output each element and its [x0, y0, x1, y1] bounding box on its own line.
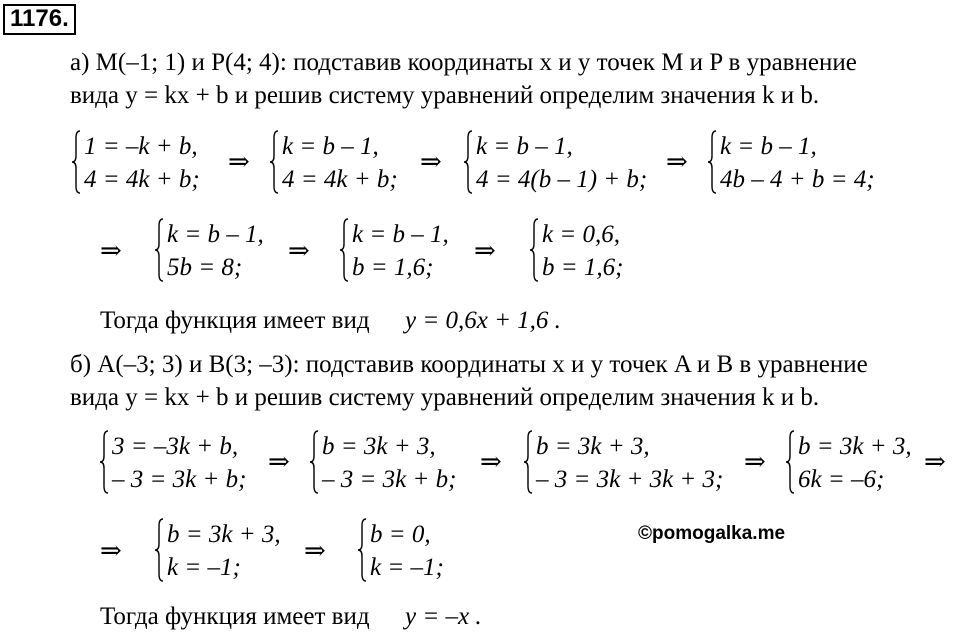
implies-arrow: ⇒ — [480, 447, 502, 477]
system-line: k = b – 1, — [720, 133, 817, 160]
system-line: b = 3k + 3, — [536, 433, 650, 460]
brace-icon — [786, 430, 795, 494]
system-b3 — [524, 430, 734, 496]
implies-arrow: ⇒ — [100, 236, 122, 266]
part-b-conclusion-text: Тогда функция имеет вид — [100, 603, 370, 630]
system-line: k = b – 1, — [167, 221, 264, 248]
system-line: k = b – 1, — [282, 133, 379, 160]
brace-icon — [310, 430, 319, 494]
system-line: – 3 = 3k + b; — [322, 466, 457, 493]
part-b-statement-line2: вида y = kx + b и решив систему уравнений определим значения k и b. — [70, 384, 820, 411]
system-line: b = 1,6; — [352, 254, 434, 281]
implies-arrow: ⇒ — [304, 536, 326, 566]
system-line: 5b = 8; — [167, 254, 243, 281]
system-a7 — [530, 218, 650, 284]
brace-icon — [524, 430, 533, 494]
implies-arrow: ⇒ — [420, 147, 442, 177]
system-line: k = b – 1, — [476, 133, 573, 160]
system-line: k = –1; — [167, 554, 241, 581]
system-line: b = 3k + 3, — [322, 433, 436, 460]
brace-icon — [530, 218, 539, 282]
brace-icon — [708, 130, 717, 194]
brace-icon — [464, 130, 473, 194]
part-a-statement-line1: а) M(–1; 1) и P(4; 4): подставив координаты x и y точек M и P в уравнение — [70, 49, 857, 76]
brace-icon — [155, 518, 164, 582]
implies-arrow: ⇒ — [100, 536, 122, 566]
system-line: – 3 = 3k + 3k + 3; — [536, 466, 724, 493]
system-a2 — [270, 130, 420, 196]
implies-arrow: ⇒ — [666, 147, 688, 177]
system-line: k = b – 1, — [352, 221, 449, 248]
system-b1 — [100, 430, 260, 496]
watermark: ©pomogalka.me — [638, 523, 786, 544]
system-line: 1 = –k + b, — [84, 133, 198, 160]
brace-icon — [340, 218, 349, 282]
system-b4 — [786, 430, 916, 496]
system-line: 6k = –6; — [798, 466, 885, 493]
system-b6 — [358, 518, 468, 584]
system-line: – 3 = 3k + b; — [112, 466, 247, 493]
system-a1 — [72, 130, 222, 196]
brace-icon — [270, 130, 279, 194]
system-line: 4 = 4(b – 1) + b; — [476, 166, 648, 193]
system-line: 4 = 4k + b; — [282, 166, 398, 193]
system-a3 — [464, 130, 654, 196]
part-b-conclusion-formula: y = –x . — [405, 603, 482, 630]
brace-icon — [100, 430, 109, 494]
problem-number: 1176. — [3, 4, 76, 35]
system-a6 — [340, 218, 470, 284]
system-line: b = 3k + 3, — [798, 433, 912, 460]
system-line: 3 = –3k + b, — [112, 433, 239, 460]
system-b2 — [310, 430, 470, 496]
implies-arrow: ⇒ — [268, 447, 290, 477]
brace-icon — [155, 218, 164, 282]
implies-arrow: ⇒ — [288, 236, 310, 266]
system-line: k = 0,6, — [542, 221, 620, 248]
system-a5 — [155, 218, 285, 284]
part-a-statement-line2: вида y = kx + b и решив систему уравнений определим значения k и b. — [70, 82, 820, 109]
implies-arrow: ⇒ — [474, 236, 496, 266]
system-line: b = 3k + 3, — [167, 521, 281, 548]
system-line: b = 1,6; — [542, 254, 624, 281]
system-line: k = –1; — [370, 554, 444, 581]
system-line: 4b – 4 + b = 4; — [720, 166, 875, 193]
brace-icon — [72, 130, 81, 194]
brace-icon — [358, 518, 367, 582]
part-b-statement-line1: б) A(–3; 3) и B(3; –3): подставив координаты x и y точек A и B в уравнение — [70, 351, 868, 378]
part-a-conclusion-formula: y = 0,6x + 1,6 . — [405, 307, 561, 334]
implies-arrow: ⇒ — [744, 447, 766, 477]
system-line: b = 0, — [370, 521, 431, 548]
implies-arrow: ⇒ — [228, 147, 250, 177]
part-a-conclusion-text: Тогда функция имеет вид — [100, 307, 370, 334]
system-a4 — [708, 130, 908, 196]
system-line: 4 = 4k + b; — [84, 166, 200, 193]
system-b5 — [155, 518, 295, 584]
implies-arrow: ⇒ — [924, 447, 946, 477]
